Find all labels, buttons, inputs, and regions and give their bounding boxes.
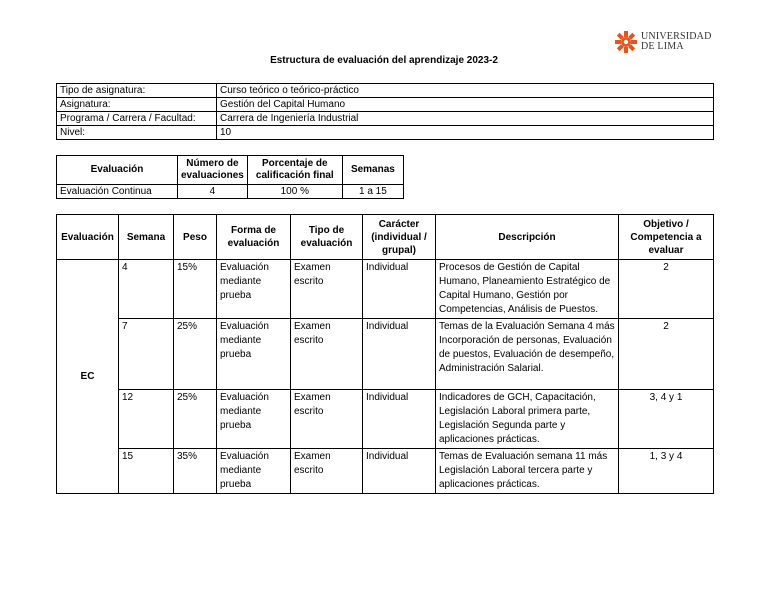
table-row xyxy=(57,84,714,98)
column-header: Semana xyxy=(119,215,174,260)
table-row xyxy=(57,126,714,140)
form-cell: Evaluación mediante prueba xyxy=(217,319,291,390)
table-row xyxy=(57,449,714,494)
column-header: Descripción xyxy=(436,215,619,260)
character-cell: Individual xyxy=(363,390,436,449)
week-cell: 7 xyxy=(119,319,174,390)
column-header: Número de evaluaciones xyxy=(178,156,248,185)
info-label: Programa / Carrera / Facultad: xyxy=(57,112,217,126)
column-header: Tipo de evaluación xyxy=(291,215,363,260)
info-value: Curso teórico o teórico-práctico xyxy=(217,84,714,98)
description-cell: Procesos de Gestión de Capital Humano, Planeamiento Estratégico de Capital Humano, Gestión por Competencias, Análisis de Puestos. xyxy=(436,260,619,319)
column-header: Evaluación xyxy=(57,215,119,260)
column-header: Peso xyxy=(174,215,217,260)
column-header: Objetivo / Competencia a evaluar xyxy=(619,215,714,260)
character-cell: Individual xyxy=(363,260,436,319)
table-cell: 1 a 15 xyxy=(342,185,403,199)
column-header: Forma de evaluación xyxy=(217,215,291,260)
weight-cell: 25% xyxy=(174,390,217,449)
type-cell: Examen escrito xyxy=(291,449,363,494)
form-cell: Evaluación mediante prueba xyxy=(217,260,291,319)
form-cell: Evaluación mediante prueba xyxy=(217,449,291,494)
description-cell: Temas de la Evaluación Semana 4 más Incorporación de personas, Evaluación de puestos, Evaluación de desempeño, Administración Salarial. xyxy=(436,319,619,390)
university-logo xyxy=(614,30,724,56)
evaluation-summary-table xyxy=(56,155,404,199)
table-row xyxy=(57,260,714,319)
character-cell: Individual xyxy=(363,449,436,494)
table-row xyxy=(57,185,404,199)
table-cell: 100 % xyxy=(247,185,342,199)
table-cell: 4 xyxy=(178,185,248,199)
objective-cell: 2 xyxy=(619,260,714,319)
info-value: 10 xyxy=(217,126,714,140)
objective-cell: 2 xyxy=(619,319,714,390)
weight-cell: 15% xyxy=(174,260,217,319)
table-row xyxy=(57,112,714,126)
course-info-table xyxy=(56,83,714,140)
weight-cell: 35% xyxy=(174,449,217,494)
page-title: Estructura de evaluación del aprendizaje 2023-2 xyxy=(270,55,498,66)
type-cell: Examen escrito xyxy=(291,390,363,449)
description-cell: Indicadores de GCH, Capacitación, Legislación Laboral primera parte, Legislación Segunda parte y aplicaciones prácticas. xyxy=(436,390,619,449)
table-header-row xyxy=(57,215,714,260)
info-label: Nivel: xyxy=(57,126,217,140)
week-cell: 15 xyxy=(119,449,174,494)
weight-cell: 25% xyxy=(174,319,217,390)
type-cell: Examen escrito xyxy=(291,260,363,319)
character-cell: Individual xyxy=(363,319,436,390)
ulima-flower-icon xyxy=(614,30,638,54)
column-header: Carácter (individual / grupal) xyxy=(363,215,436,260)
table-row xyxy=(57,98,714,112)
week-cell: 4 xyxy=(119,260,174,319)
description-cell: Temas de Evaluación semana 11 más Legislación Laboral tercera parte y aplicaciones prácticas. xyxy=(436,449,619,494)
objective-cell: 3, 4 y 1 xyxy=(619,390,714,449)
logo-line-2: DE LIMA xyxy=(641,41,684,52)
table-header-row xyxy=(57,156,404,185)
column-header: Semanas xyxy=(342,156,403,185)
table-row xyxy=(57,390,714,449)
evaluation-detail-table xyxy=(56,214,714,494)
info-value: Gestión del Capital Humano xyxy=(217,98,714,112)
evaluation-group-cell: EC xyxy=(57,260,119,494)
info-label: Asignatura: xyxy=(57,98,217,112)
objective-cell: 1, 3 y 4 xyxy=(619,449,714,494)
info-value: Carrera de Ingeniería Industrial xyxy=(217,112,714,126)
column-header: Porcentaje de calificación final xyxy=(247,156,342,185)
column-header: Evaluación xyxy=(57,156,178,185)
form-cell: Evaluación mediante prueba xyxy=(217,390,291,449)
type-cell: Examen escrito xyxy=(291,319,363,390)
logo-line-1: UNIVERSIDAD xyxy=(641,31,712,42)
info-label: Tipo de asignatura: xyxy=(57,84,217,98)
table-cell: Evaluación Continua xyxy=(57,185,178,199)
table-row xyxy=(57,319,714,390)
week-cell: 12 xyxy=(119,390,174,449)
